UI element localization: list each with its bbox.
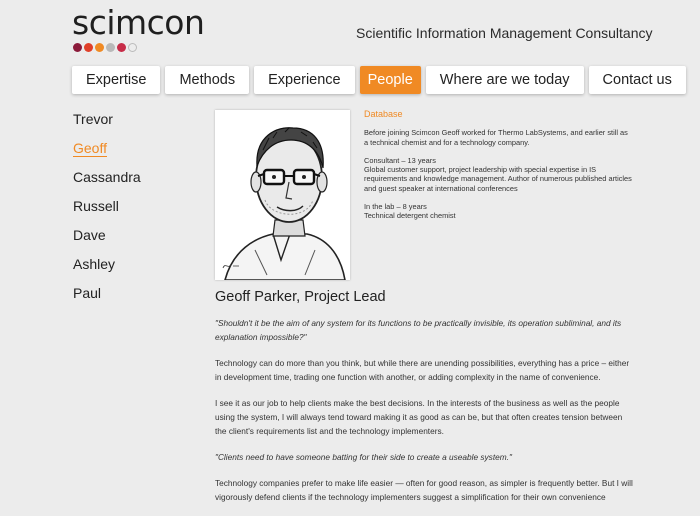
nav-expertise[interactable]: Expertise bbox=[72, 66, 160, 94]
lab-heading: In the lab – 8 years bbox=[364, 202, 427, 212]
portrait-illustration bbox=[215, 110, 350, 280]
sidebar-item-label: Ashley bbox=[73, 256, 116, 272]
sidebar-item-label: Geoff bbox=[73, 140, 107, 156]
people-sidebar bbox=[73, 111, 141, 314]
sidebar-item-geoff[interactable] bbox=[73, 140, 141, 169]
nav-experience[interactable]: Experience bbox=[254, 66, 355, 94]
sidebar-item-label: Dave bbox=[73, 227, 106, 243]
sidebar-item-trevor[interactable] bbox=[73, 111, 141, 140]
tagline: Scientific Information Management Consultancy bbox=[356, 25, 653, 41]
logo-text: scimcon bbox=[72, 3, 205, 42]
logo-dot bbox=[73, 43, 82, 52]
quote-paragraph: "Shouldn't it be the aim of any system for its functions to be practically invisible, its operation subliminal, and its explanation impossible?" bbox=[215, 318, 622, 342]
nav-methods[interactable]: Methods bbox=[165, 66, 249, 94]
consultant-block bbox=[364, 156, 634, 193]
nav-where-are-we-today[interactable]: Where are we today bbox=[426, 66, 584, 94]
sidebar-item-cassandra[interactable] bbox=[73, 169, 141, 198]
quote-paragraph: "Clients need to have someone batting for their side to create a useable system." bbox=[215, 452, 512, 462]
nav-contact-us[interactable]: Contact us bbox=[589, 66, 686, 94]
sidebar-item-paul[interactable] bbox=[73, 285, 141, 314]
sidebar-item-label: Trevor bbox=[73, 111, 113, 127]
consultant-heading: Consultant – 13 years bbox=[364, 155, 436, 165]
lab-block bbox=[364, 202, 634, 221]
sidebar-item-ashley[interactable] bbox=[73, 256, 141, 285]
profile-name-title: Geoff Parker, Project Lead bbox=[215, 289, 386, 305]
sidebar-item-label: Russell bbox=[73, 198, 119, 214]
sidebar-item-russell[interactable] bbox=[73, 198, 141, 227]
logo-dots bbox=[73, 43, 204, 52]
lab-text: Technical detergent chemist bbox=[364, 211, 456, 221]
logo-dot bbox=[95, 43, 104, 52]
sidebar-item-dave[interactable] bbox=[73, 227, 141, 256]
body-paragraph: I see it as our job to help clients make the best decisions. In the interests of the business as well as the people using the system, I will always tend toward making it as good as can be, but that often creates tension between the client's requirements list and the technology implementers. bbox=[215, 398, 623, 436]
main-nav bbox=[72, 66, 686, 94]
sidebar-item-label: Cassandra bbox=[73, 169, 141, 185]
body-paragraph: Technology companies prefer to make life easier — often for good reason, as simpler is frequently better. But I will vigorously defend clients if the technology implementers suggest a simplification for their own convenience bbox=[215, 478, 633, 502]
logo-dot bbox=[128, 43, 137, 52]
logo-dot bbox=[106, 43, 115, 52]
logo[interactable] bbox=[72, 3, 205, 52]
profile-intro: Before joining Scimcon Geoff worked for Thermo LabSystems, and earlier still as a technical chemist and for a technology company. bbox=[364, 128, 628, 147]
logo-dot bbox=[117, 43, 126, 52]
profile-portrait bbox=[215, 110, 350, 280]
consultant-text: Global customer support, project leadership with special expertise in IS requirements and knowledge management. Author of numerous published articles and guest speaker at international conferences bbox=[364, 165, 632, 193]
body-paragraph: Technology can do more than you think, but while there are unending possibilities, everything has a price – either in development time, trading one function with another, or adding complexity in the name of convenience. bbox=[215, 358, 630, 382]
logo-dot bbox=[84, 43, 93, 52]
profile-body bbox=[215, 316, 635, 516]
section-label: Database bbox=[364, 109, 403, 119]
profile-info bbox=[364, 110, 634, 230]
nav-people[interactable]: People bbox=[360, 66, 421, 94]
sidebar-item-label: Paul bbox=[73, 285, 102, 301]
